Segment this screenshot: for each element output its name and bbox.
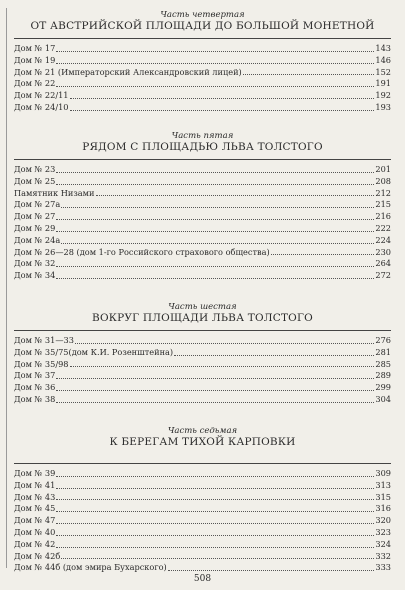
entry-title: Дом № 34 bbox=[14, 270, 56, 281]
dot-leader bbox=[271, 254, 375, 255]
toc-entry bbox=[14, 43, 391, 55]
dot-leader bbox=[56, 499, 374, 500]
dot-leader bbox=[75, 343, 374, 344]
toc-entry bbox=[14, 359, 391, 371]
dot-leader bbox=[168, 570, 375, 571]
toc-entry bbox=[14, 539, 391, 551]
entry-title: Дом № 27 bbox=[14, 211, 56, 222]
dot-leader bbox=[56, 219, 374, 220]
entry-page: 304 bbox=[375, 393, 391, 404]
toc-entry bbox=[14, 164, 391, 176]
entry-title: Дом № 19 bbox=[14, 54, 56, 65]
entry-title: Дом № 42б bbox=[14, 550, 61, 561]
dot-leader bbox=[56, 172, 374, 173]
dot-leader bbox=[174, 355, 374, 356]
toc-entry bbox=[14, 67, 391, 79]
divider bbox=[14, 330, 391, 331]
entry-page: 208 bbox=[375, 175, 391, 186]
entry-page: 320 bbox=[375, 515, 391, 526]
toc-entry bbox=[14, 335, 391, 347]
entry-page: 264 bbox=[375, 258, 391, 269]
part-4 bbox=[14, 10, 391, 114]
toc-entry bbox=[14, 258, 391, 270]
entry-page: 323 bbox=[375, 526, 391, 537]
part-title: К БЕРЕГАМ ТИХОЙ КАРПОВКИ bbox=[109, 436, 296, 448]
dot-leader bbox=[61, 207, 374, 208]
entry-title: Дом № 31—33 bbox=[14, 335, 74, 345]
entry-page: 333 bbox=[375, 562, 391, 573]
entry-page: 222 bbox=[375, 222, 391, 233]
entry-title: Дом № 41 bbox=[14, 479, 56, 490]
dot-leader bbox=[61, 243, 374, 244]
toc-entry bbox=[14, 102, 391, 114]
entry-title: Дом № 22/11 bbox=[14, 90, 69, 101]
entry-page: 230 bbox=[375, 246, 391, 257]
toc-entry bbox=[14, 235, 391, 247]
dot-leader bbox=[70, 366, 375, 367]
dot-leader bbox=[56, 51, 374, 52]
entry-page: 309 bbox=[375, 468, 391, 478]
toc-entry bbox=[14, 480, 391, 492]
toc-entry bbox=[14, 562, 391, 574]
part-6 bbox=[14, 302, 391, 406]
entry-page: 313 bbox=[375, 479, 391, 490]
entry-title: Дом № 24/10 bbox=[14, 101, 69, 112]
entry-title: Дом № 29 bbox=[14, 222, 56, 233]
toc-entry bbox=[14, 515, 391, 527]
entry-page: 299 bbox=[375, 382, 391, 393]
entry-title: Дом № 45 bbox=[14, 503, 56, 514]
part-label: Часть четвертая bbox=[160, 10, 245, 20]
dot-leader bbox=[56, 390, 374, 391]
toc-entry bbox=[14, 370, 391, 382]
dot-leader bbox=[56, 511, 374, 512]
toc-list bbox=[14, 335, 391, 406]
dot-leader bbox=[56, 488, 374, 489]
entry-page: 143 bbox=[375, 43, 391, 53]
entry-page: 152 bbox=[375, 66, 391, 77]
entry-title: Памятник Низами bbox=[14, 187, 95, 198]
toc-entry bbox=[14, 78, 391, 90]
toc-entry bbox=[14, 247, 391, 259]
divider bbox=[14, 159, 391, 160]
toc-entry bbox=[14, 199, 391, 211]
entry-title: Дом № 38 bbox=[14, 393, 56, 404]
dot-leader bbox=[70, 110, 375, 111]
entry-page: 276 bbox=[375, 335, 391, 345]
entry-title: Дом № 44б (дом эмира Бухарского) bbox=[14, 562, 167, 573]
entry-page: 192 bbox=[375, 90, 391, 101]
divider bbox=[14, 463, 391, 464]
entry-title: Дом № 32 bbox=[14, 258, 56, 269]
toc-entry bbox=[14, 90, 391, 102]
part-label: Часть пятая bbox=[171, 131, 234, 141]
entry-title: Дом № 17 bbox=[14, 43, 56, 53]
dot-leader bbox=[56, 86, 374, 87]
entry-page: 281 bbox=[375, 346, 391, 357]
entry-title: Дом № 21 (Императорский Александровский лицей) bbox=[14, 66, 242, 77]
dot-leader bbox=[56, 278, 374, 279]
entry-page: 316 bbox=[375, 503, 391, 514]
toc-list bbox=[14, 43, 391, 114]
entry-title: Дом № 23 bbox=[14, 164, 56, 174]
entry-page: 212 bbox=[375, 187, 391, 198]
entry-title: Дом № 25 bbox=[14, 175, 56, 186]
dot-leader bbox=[56, 547, 374, 548]
toc-entry bbox=[14, 382, 391, 394]
entry-title: Дом № 42 bbox=[14, 538, 56, 549]
entry-title: Дом № 26—28 (дом 1-го Российского страхового общества) bbox=[14, 246, 270, 257]
dot-leader bbox=[56, 378, 374, 379]
part-label: Часть седьмая bbox=[167, 426, 238, 436]
page-edge-line bbox=[6, 8, 7, 568]
entry-title: Дом № 35/98 bbox=[14, 358, 69, 369]
entry-title: Дом № 35/75(дом К.И. Розенштейна) bbox=[14, 346, 174, 357]
entry-page: 193 bbox=[375, 101, 391, 112]
toc-entry bbox=[14, 394, 391, 406]
entry-page: 216 bbox=[375, 211, 391, 222]
entry-title: Дом № 43 bbox=[14, 491, 56, 502]
entry-title: Дом № 40 bbox=[14, 526, 56, 537]
part-title: РЯДОМ С ПЛОЩАДЬЮ ЛЬВА ТОЛСТОГО bbox=[82, 141, 323, 153]
dot-leader bbox=[56, 402, 374, 403]
entry-page: 215 bbox=[375, 199, 391, 210]
entry-page: 191 bbox=[375, 78, 391, 89]
toc-entry bbox=[14, 503, 391, 515]
part-title: ОТ АВСТРИЙСКОЙ ПЛОЩАДИ ДО БОЛЬШОЙ МОНЕТНОЙ bbox=[30, 20, 375, 32]
part-title: ВОКРУГ ПЛОЩАДИ ЛЬВА ТОЛСТОГО bbox=[92, 312, 313, 324]
entry-title: Дом № 39 bbox=[14, 468, 56, 478]
entry-title: Дом № 36 bbox=[14, 382, 56, 393]
part-7 bbox=[14, 426, 391, 574]
dot-leader bbox=[56, 231, 374, 232]
entry-page: 315 bbox=[375, 491, 391, 502]
part-label: Часть шестая bbox=[168, 302, 237, 312]
dot-leader bbox=[56, 63, 374, 64]
part-5 bbox=[14, 131, 391, 282]
dot-leader bbox=[56, 266, 374, 267]
entry-title: Дом № 24а bbox=[14, 234, 61, 245]
dot-leader bbox=[56, 535, 374, 536]
toc-entry bbox=[14, 176, 391, 188]
divider bbox=[14, 38, 391, 39]
toc-entry bbox=[14, 188, 391, 200]
entry-page: 201 bbox=[375, 164, 391, 174]
entry-title: Дом № 47 bbox=[14, 515, 56, 526]
entry-page: 146 bbox=[375, 54, 391, 65]
dot-leader bbox=[96, 195, 375, 196]
entry-page: 289 bbox=[375, 370, 391, 381]
dot-leader bbox=[56, 184, 374, 185]
entry-title: Дом № 22 bbox=[14, 78, 56, 89]
toc-entry bbox=[14, 527, 391, 539]
dot-leader bbox=[61, 558, 374, 559]
entry-page: 224 bbox=[375, 234, 391, 245]
dot-leader bbox=[243, 74, 375, 75]
toc-entry bbox=[14, 468, 391, 480]
toc-entry bbox=[14, 55, 391, 67]
entry-title: Дом № 27а bbox=[14, 199, 61, 210]
toc-list bbox=[14, 468, 391, 574]
dot-leader bbox=[56, 523, 374, 524]
entry-page: 272 bbox=[375, 270, 391, 281]
dot-leader bbox=[56, 476, 374, 477]
toc-list bbox=[14, 164, 391, 282]
toc-entry bbox=[14, 270, 391, 282]
toc-entry bbox=[14, 492, 391, 504]
page-number: 508 bbox=[193, 574, 212, 584]
dot-leader bbox=[70, 98, 375, 99]
toc-entry bbox=[14, 551, 391, 563]
toc-entry bbox=[14, 347, 391, 359]
entry-page: 332 bbox=[375, 550, 391, 561]
entry-page: 285 bbox=[375, 358, 391, 369]
entry-page: 324 bbox=[375, 538, 391, 549]
toc-entry bbox=[14, 223, 391, 235]
entry-title: Дом № 37 bbox=[14, 370, 56, 381]
toc-entry bbox=[14, 211, 391, 223]
